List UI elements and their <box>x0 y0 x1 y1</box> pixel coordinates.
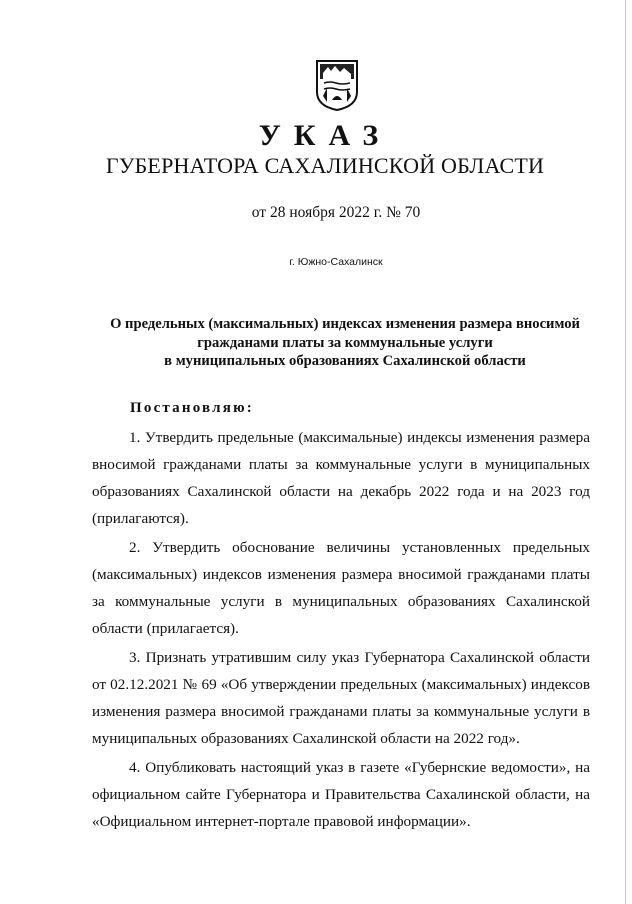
heading-line: в муниципальных образованиях Сахалинской области <box>164 353 526 369</box>
decree-city: г. Южно-Сахалинск <box>289 256 383 268</box>
decree-heading <box>80 315 610 371</box>
decree-paragraph-4: 4. Опубликовать настоящий указ в газете «Губернские ведомости», на официальном сайте Губернатора и Правительства Сахалинской области, на «Официальном интернет-портале правовой информации». <box>92 759 590 830</box>
decree-date-number: от 28 ноября 2022 г. № 70 <box>251 204 421 221</box>
heading-line: гражданами платы за коммунальные услуги <box>197 334 493 351</box>
decree-paragraph-1: 1. Утвердить предельные (максимальные) индексы изменения размера вносимой гражданами платы за коммунальные услуги в муниципальных образованиях Сахалинской области на декабрь 2022 года и на 2023 год (прилагаются). <box>92 429 590 527</box>
heading-line: О предельных (максимальных) индексах изменения размера вносимой <box>110 316 580 332</box>
decree-body <box>92 424 590 835</box>
resolve-label: Постановляю: <box>130 400 254 416</box>
decree-title: УКАЗ <box>258 119 392 152</box>
decree-paragraph-2: 2. Утвердить обоснование величины установленных предельных (максимальных) индексов изменения размера вносимой гражданами платы за коммунальные услуги в муниципальных образованиях Сахалинской области (прилагается). <box>92 539 590 637</box>
coat-of-arms-emblem <box>314 58 360 112</box>
decree-paragraph-3: 3. Признать утратившим силу указ Губернатора Сахалинской области от 02.12.2021 № 69 «Об утверждении предельных (максимальных) индексов изменения размера вносимой гражданами платы за коммунальные услуги в муниципальных образованиях Сахалинской области на 2022 год». <box>92 649 590 747</box>
decree-subtitle: ГУБЕРНАТОРА САХАЛИНСКОЙ ОБЛАСТИ <box>105 153 545 178</box>
